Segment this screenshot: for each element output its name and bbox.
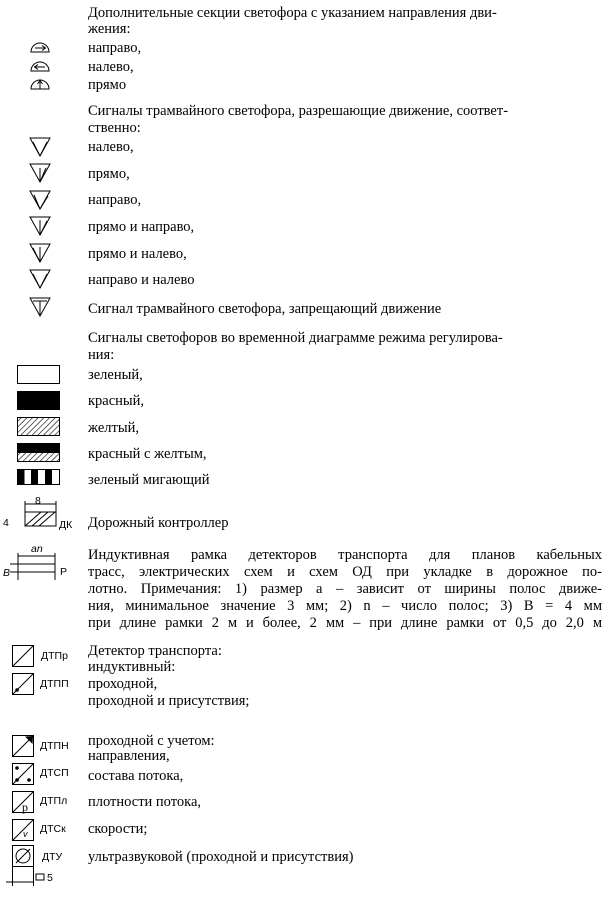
tram-signal-straight-left-icon bbox=[29, 243, 51, 263]
detector-pass-presence: проходной и присутствия; bbox=[88, 693, 250, 709]
swatch-red-yellow bbox=[18, 444, 60, 462]
detector-density-icon bbox=[12, 791, 36, 815]
swatch-green bbox=[18, 366, 60, 384]
loop-desc-line-1: Индуктивная рамка детекторов транспорта для планов кабельных bbox=[88, 547, 602, 563]
tram-item-right: направо, bbox=[88, 192, 142, 208]
loop-desc-line-4: ния, минимальное значение 3 мм; 2) n – число полос; 3) B = 4 мм bbox=[88, 598, 602, 614]
code-dtu: ДТУ bbox=[42, 851, 63, 863]
controller-label: Дорожный контроллер bbox=[88, 515, 229, 531]
tram-signal-right-icon bbox=[29, 190, 51, 210]
detector-composition-icon bbox=[12, 763, 36, 787]
code-dtsk: ДТСк bbox=[40, 823, 66, 835]
controller-code: ДК bbox=[59, 519, 73, 531]
additional-sections-heading: Дополнительные секции светофора с указанием направления дви- bbox=[88, 5, 497, 21]
tram-signals-heading-cont: ственно: bbox=[88, 120, 141, 136]
swatch-green-flashing bbox=[18, 470, 60, 485]
timing-item-green-flashing: зеленый мигающий bbox=[88, 472, 210, 488]
loop-desc-line-5: при длине рамки 2 м и более, 2 мм – при длине рамки от 0,5 до 2,0 м bbox=[88, 615, 602, 631]
tram-item-straight: прямо, bbox=[88, 166, 130, 182]
swatch-yellow bbox=[18, 418, 60, 436]
tram-signal-right-left-icon bbox=[29, 269, 51, 289]
detector-direction: направления, bbox=[88, 748, 170, 764]
timing-item-red: красный, bbox=[88, 393, 145, 409]
tram-signals-heading: Сигналы трамвайного светофора, разрешающие движение, соответ- bbox=[88, 103, 509, 119]
section-item-left: налево, bbox=[88, 59, 134, 75]
code-dtpr: ДТПр bbox=[41, 650, 68, 662]
detector-speed: скорости; bbox=[88, 821, 148, 837]
svg-text:p: p bbox=[22, 800, 28, 814]
detector-direction-icon bbox=[12, 735, 36, 759]
section-item-straight: прямо bbox=[88, 77, 127, 93]
loop-desc-line-2: трасс, электрических схем и схем ОД при укладке в дорожное по- bbox=[88, 564, 602, 580]
tram-signal-straight-right-icon bbox=[29, 216, 51, 236]
additional-sections-heading-cont: жения: bbox=[88, 21, 131, 37]
code-dtpl: ДТПл bbox=[40, 795, 68, 807]
swatch-red bbox=[18, 392, 60, 410]
tram-signal-straight-icon bbox=[29, 163, 51, 183]
loop-code: Р bbox=[60, 566, 68, 578]
detector-pass-account: проходной с учетом: bbox=[88, 733, 215, 749]
tram-item-left: налево, bbox=[88, 139, 134, 155]
detector-heading: Детектор транспорта: bbox=[88, 643, 222, 659]
tram-signal-forbid-icon bbox=[29, 297, 51, 317]
loop-dim-left: B bbox=[3, 567, 11, 579]
timing-heading: Сигналы светофоров во временной диаграмме режима регулирова- bbox=[88, 330, 503, 346]
detector-density: плотности потока, bbox=[88, 794, 202, 810]
section-straight-arrow-icon bbox=[30, 77, 50, 91]
detector-pass-presence-icon bbox=[12, 673, 36, 697]
detector-ultrasonic: ультразвуковой (проходной и присутствия) bbox=[88, 849, 354, 865]
code-dtpp: ДТПП bbox=[40, 678, 69, 690]
section-item-right: направо, bbox=[88, 40, 142, 56]
code-dtpn: ДТПН bbox=[40, 740, 69, 752]
tram-signal-left-icon bbox=[29, 137, 51, 157]
timing-item-red-yellow: красный с желтым, bbox=[88, 446, 207, 462]
timing-swatches bbox=[17, 365, 61, 485]
timing-item-yellow: желтый, bbox=[88, 420, 139, 436]
detector-composition: состава потока, bbox=[88, 768, 184, 784]
tram-item-straight-left: прямо и налево, bbox=[88, 246, 187, 262]
detector-pass: проходной, bbox=[88, 676, 158, 692]
timing-item-green: зеленый, bbox=[88, 367, 143, 383]
loop-desc-line-3: лотно. Примечания: 1) размер a – зависит от ширины полос движе- bbox=[88, 581, 602, 597]
detector-inductive: индуктивный: bbox=[88, 659, 176, 675]
section-left-arrow-icon bbox=[30, 59, 50, 73]
ultrasonic-dim: 5 bbox=[47, 872, 53, 884]
section-right-arrow-icon bbox=[30, 40, 50, 54]
code-dtsp: ДТСП bbox=[40, 767, 69, 779]
controller-dim-left: 4 bbox=[3, 517, 9, 529]
loop-dim-top: an bbox=[31, 543, 43, 555]
speed-mark: v bbox=[23, 829, 28, 839]
tram-forbid-label: Сигнал трамвайного светофора, запрещающий движение bbox=[88, 301, 442, 317]
controller-dim-top: 8 bbox=[35, 495, 41, 507]
tram-item-right-left: направо и налево bbox=[88, 272, 195, 288]
tram-item-straight-right: прямо и направо, bbox=[88, 219, 195, 235]
detector-pass-icon bbox=[12, 645, 36, 669]
timing-heading-cont: ния: bbox=[88, 347, 115, 363]
